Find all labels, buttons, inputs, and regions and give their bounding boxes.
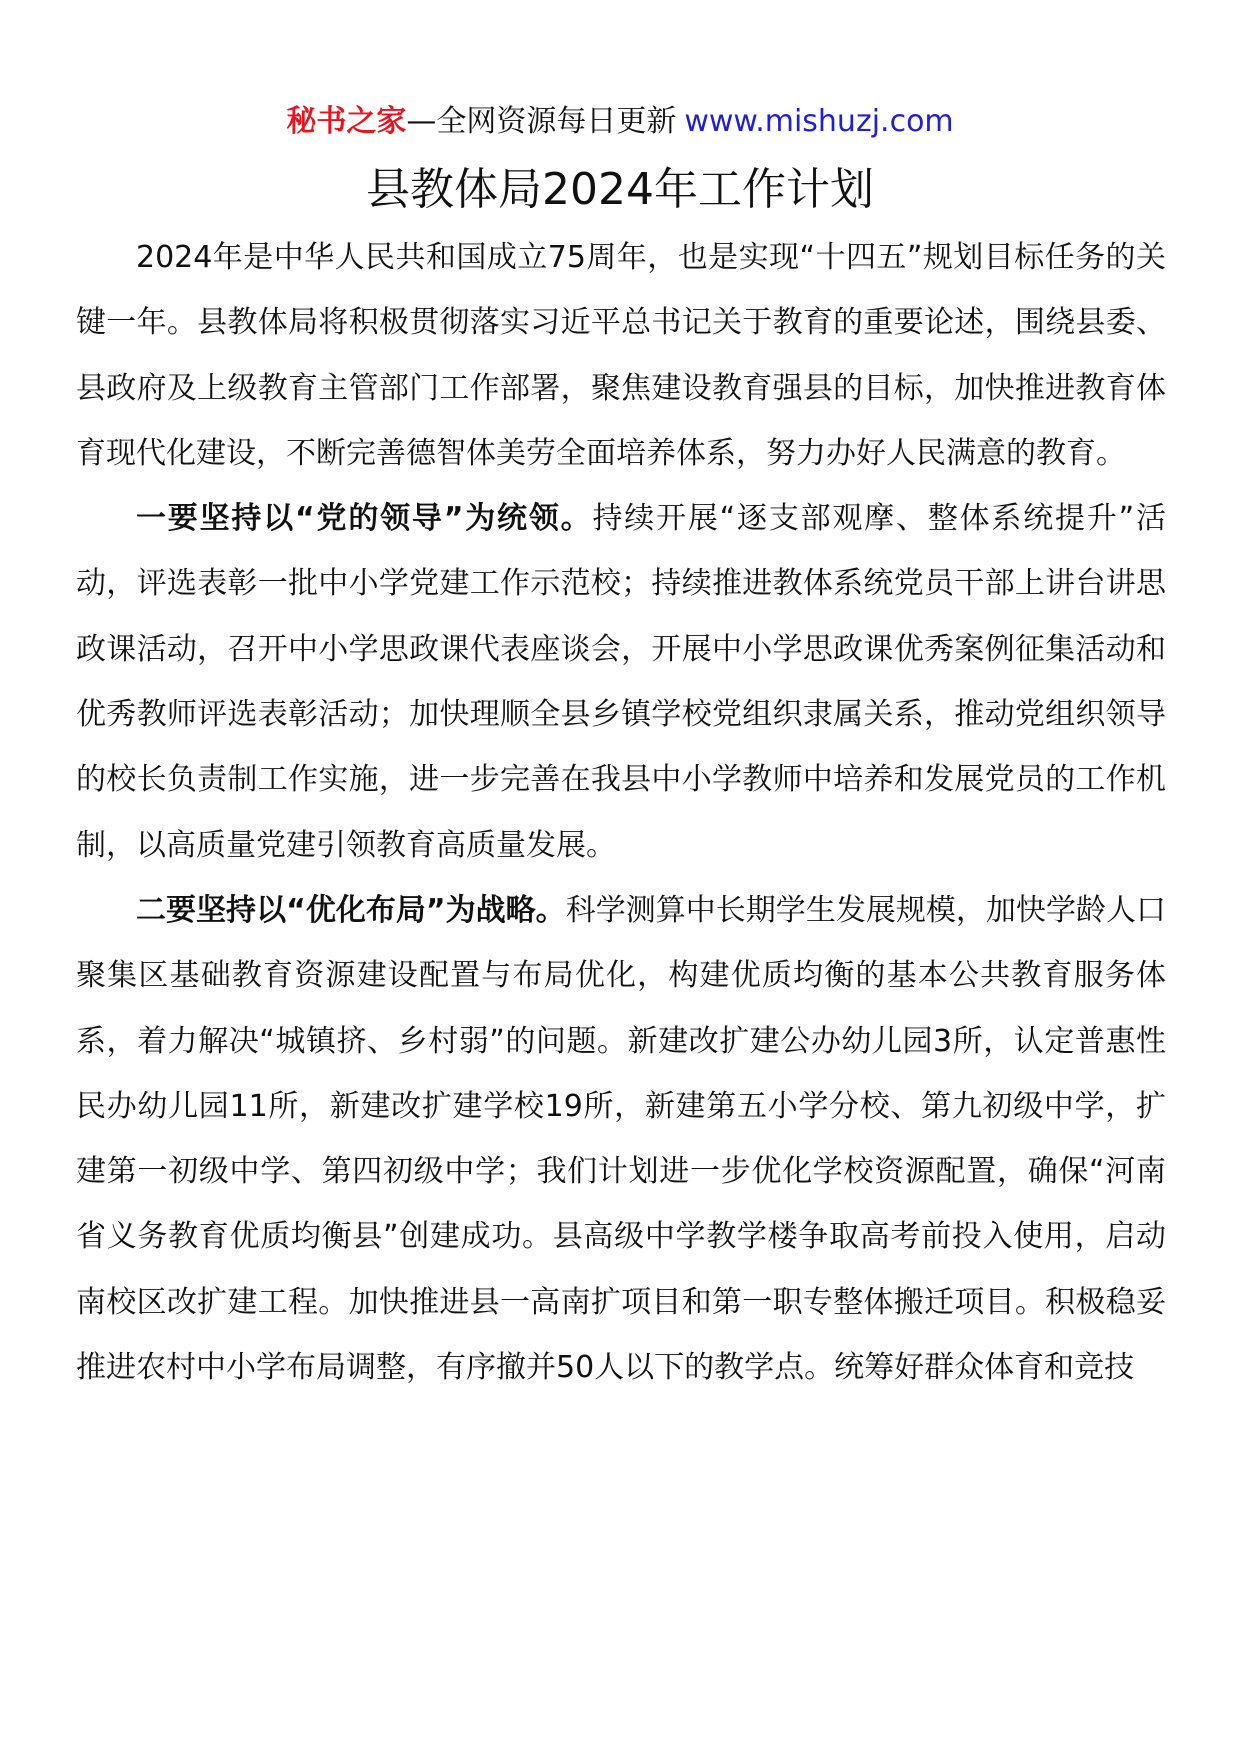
section-paragraph-1 (76, 486, 1166, 878)
intro-paragraph: 2024年是中华人民共和国成立75周年，也是实现“十四五”规划目标任务的关键一年。县教体局将积极贯彻落实习近平总书记关于教育的重要论述，围绕县委、县政府及上级教育主管部门工作部署，聚焦建设教育强县的目标，加快推进教育体育现代化建设，不断完善德智体美劳全面培养体系，努力办好人民满意的教育。 (76, 240, 1166, 471)
section-text-1: 持续开展“逐支部观摩、整体系统提升”活动，评选表彰一批中小学党建工作示范校；持续推进教体系统党员干部上讲台讲思政课活动，召开中小学思政课代表座谈会，开展中小学思政课优秀案例征集活动和优秀教师评选表彰活动；加快理顺全县乡镇学校党组织隶属关系，推动党组织领导的校长负责制工作实施，进一步完善在我县中小学教师中培养和发展党员的工作机制，以高质量党建引领教育高质量发展。 (76, 501, 1166, 863)
site-header (0, 100, 1240, 144)
section-lead-1: 一要坚持以“党的领导”为统领。 (136, 501, 593, 537)
site-url-link[interactable]: www.mishuzj.com (684, 104, 954, 139)
site-tagline: —全网资源每日更新 (406, 104, 677, 139)
document-body (76, 225, 1166, 1400)
section-paragraph-2 (76, 878, 1166, 1400)
site-name: 秘书之家 (286, 104, 407, 139)
section-lead-2: 二要坚持以“优化布局”为战略。 (136, 892, 566, 928)
document-title: 县教体局2024年工作计划 (366, 164, 874, 215)
section-text-2: 科学测算中长期学生发展规模，加快学龄人口聚集区基础教育资源建设配置与布局优化，构建优质均衡的基本公共教育服务体系，着力解决“城镇挤、乡村弱”的问题。新建改扩建公办幼儿园3所，认定普惠性民办幼儿园11所，新建改扩建学校19所，新建第五小学分校、第九初级中学，扩建第一初级中学、第四初级中学；我们计划进一步优化学校资源配置，确保“河南省义务教育优质均衡县”创建成功。县高级中学教学楼争取高考前投入使用，启动南校区改扩建工程。加快推进县一高南扩项目和第一职专整体搬迁项目。积极稳妥推进农村中小学布局调整，有序撤并50人以下的教学点。统筹好群众体育和竞技 (76, 892, 1167, 1386)
